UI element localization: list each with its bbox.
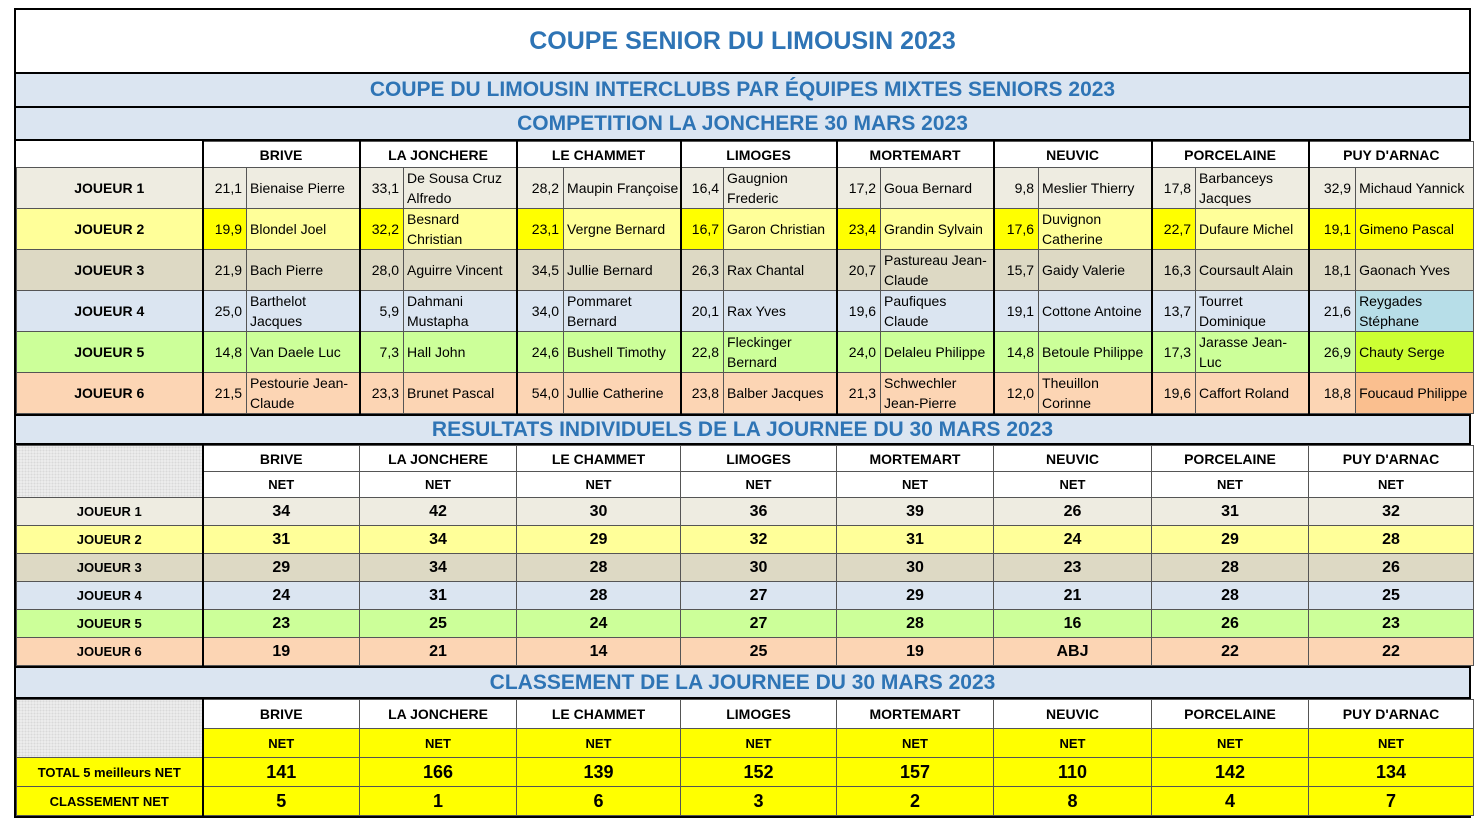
hatch-cell	[17, 446, 203, 498]
team-header-row	[17, 142, 1474, 168]
total-value: 157	[837, 758, 994, 787]
net-score: 26	[1309, 554, 1474, 582]
total-value: 152	[681, 758, 837, 787]
player-name: Grandin Sylvain	[881, 209, 994, 250]
team-header: PORCELAINE	[1152, 142, 1309, 168]
player-name: Gaidy Valerie	[1039, 250, 1152, 291]
total-value: 141	[203, 758, 360, 787]
player-row	[17, 209, 1474, 250]
player-label: JOUEUR 2	[17, 526, 203, 554]
total-value: 110	[994, 758, 1152, 787]
handicap-value: 14,8	[203, 332, 247, 373]
net-score: 27	[681, 610, 837, 638]
net-score: 34	[360, 554, 517, 582]
player-name: Dufaure Michel	[1196, 209, 1309, 250]
handicap-value: 19,9	[203, 209, 247, 250]
player-name: Betoule Philippe	[1039, 332, 1152, 373]
handicap-value: 18,8	[1309, 373, 1356, 414]
results-sheet	[14, 8, 1471, 818]
handicap-value: 23,3	[360, 373, 404, 414]
net-score: 30	[837, 554, 994, 582]
team-header: PUY D'ARNAC	[1309, 142, 1474, 168]
player-label: JOUEUR 2	[17, 209, 203, 250]
player-name: Maupin Françoise	[564, 168, 681, 209]
handicap-value: 18,1	[1309, 250, 1356, 291]
handicap-value: 15,7	[994, 250, 1039, 291]
subtitle: COUPE DU LIMOUSIN INTERCLUBS PAR ÉQUIPES MIXTES SENIORS 2023	[16, 74, 1469, 108]
handicap-value: 28,2	[517, 168, 564, 209]
total-row	[17, 758, 1474, 787]
handicap-value: 23,1	[517, 209, 564, 250]
player-name: Foucaud Philippe	[1356, 373, 1474, 414]
handicap-value: 16,3	[1152, 250, 1196, 291]
net-score: 31	[1152, 498, 1309, 526]
net-score: 26	[994, 498, 1152, 526]
player-name: Besnard Christian	[404, 209, 517, 250]
player-name: Jarasse Jean-Luc	[1196, 332, 1309, 373]
net-label: NET	[994, 472, 1152, 498]
page-title: COUPE SENIOR DU LIMOUSIN 2023	[16, 10, 1469, 74]
player-name: Barbanceys Jacques	[1196, 168, 1309, 209]
handicap-value: 7,3	[360, 332, 404, 373]
result-row	[17, 610, 1474, 638]
player-label: JOUEUR 5	[17, 332, 203, 373]
total-value: 166	[360, 758, 517, 787]
net-label: NET	[517, 472, 681, 498]
player-name: Pestourie Jean-Claude	[247, 373, 360, 414]
handicap-value: 13,7	[1152, 291, 1196, 332]
player-name: Balber Jacques	[724, 373, 837, 414]
player-name: Fleckinger Bernard	[724, 332, 837, 373]
net-score: 23	[203, 610, 360, 638]
net-label: NET	[837, 729, 994, 758]
player-label: JOUEUR 4	[17, 582, 203, 610]
player-label: JOUEUR 6	[17, 638, 203, 666]
handicap-value: 12,0	[994, 373, 1039, 414]
handicap-value: 32,2	[360, 209, 404, 250]
net-score: 16	[994, 610, 1152, 638]
handicap-value: 21,9	[203, 250, 247, 291]
ranking-net-row	[17, 729, 1474, 758]
net-score: 24	[517, 610, 681, 638]
team-header: LA JONCHERE	[360, 142, 517, 168]
result-row	[17, 526, 1474, 554]
handicap-value: 54,0	[517, 373, 564, 414]
net-score: 22	[1309, 638, 1474, 666]
hatch-cell	[17, 700, 203, 758]
player-label: JOUEUR 1	[17, 168, 203, 209]
ranking-title: CLASSEMENT DE LA JOURNEE DU 30 MARS 2023	[16, 666, 1469, 699]
rank-value: 7	[1309, 787, 1474, 816]
handicap-value: 25,0	[203, 291, 247, 332]
team-header: PUY D'ARNAC	[1309, 446, 1474, 472]
net-score: 42	[360, 498, 517, 526]
handicap-value: 17,3	[1152, 332, 1196, 373]
handicap-value: 34,5	[517, 250, 564, 291]
handicap-value: 26,3	[681, 250, 724, 291]
team-header: PUY D'ARNAC	[1309, 700, 1474, 729]
rank-value: 1	[360, 787, 517, 816]
player-row	[17, 250, 1474, 291]
net-score: 30	[681, 554, 837, 582]
player-name: Barthelot Jacques	[247, 291, 360, 332]
player-name: Theuillon Corinne	[1039, 373, 1152, 414]
net-score: 29	[517, 526, 681, 554]
net-score: 31	[203, 526, 360, 554]
net-score: 29	[1152, 526, 1309, 554]
player-label: JOUEUR 3	[17, 554, 203, 582]
player-name: Gimeno Pascal	[1356, 209, 1474, 250]
result-row	[17, 498, 1474, 526]
player-label: JOUEUR 1	[17, 498, 203, 526]
handicap-value: 33,1	[360, 168, 404, 209]
net-score: 23	[1309, 610, 1474, 638]
net-score: 32	[1309, 498, 1474, 526]
player-name: Michaud Yannick	[1356, 168, 1474, 209]
team-header: LIMOGES	[681, 700, 837, 729]
net-label: NET	[1152, 472, 1309, 498]
total-label: TOTAL 5 meilleurs NET	[17, 758, 203, 787]
net-score: 28	[837, 610, 994, 638]
team-header: LE CHAMMET	[517, 700, 681, 729]
net-score: 34	[203, 498, 360, 526]
net-score: 29	[837, 582, 994, 610]
net-score: 28	[1152, 582, 1309, 610]
player-name: Jullie Bernard	[564, 250, 681, 291]
result-row	[17, 554, 1474, 582]
handicap-value: 16,7	[681, 209, 724, 250]
classement-row	[17, 787, 1474, 816]
rank-value: 8	[994, 787, 1152, 816]
handicap-value: 34,0	[517, 291, 564, 332]
player-row	[17, 291, 1474, 332]
net-score: 36	[681, 498, 837, 526]
handicap-value: 21,1	[203, 168, 247, 209]
player-name: Garon Christian	[724, 209, 837, 250]
player-name: Meslier Thierry	[1039, 168, 1152, 209]
player-name: Reygades Stéphane	[1356, 291, 1474, 332]
net-label: NET	[360, 472, 517, 498]
handicap-value: 16,4	[681, 168, 724, 209]
handicap-value: 28,0	[360, 250, 404, 291]
result-row	[17, 582, 1474, 610]
net-label: NET	[360, 729, 517, 758]
player-row	[17, 373, 1474, 414]
handicap-value: 9,8	[994, 168, 1039, 209]
handicap-value: 19,1	[994, 291, 1039, 332]
rank-value: 6	[517, 787, 681, 816]
player-name: Schwechler Jean-Pierre	[881, 373, 994, 414]
rank-value: 4	[1152, 787, 1309, 816]
team-header: BRIVE	[203, 142, 360, 168]
classement-label: CLASSEMENT NET	[17, 787, 203, 816]
rank-value: 5	[203, 787, 360, 816]
team-header: LA JONCHERE	[360, 700, 517, 729]
net-score: 29	[203, 554, 360, 582]
rank-value: 3	[681, 787, 837, 816]
net-score: 28	[1152, 554, 1309, 582]
handicap-value: 19,6	[837, 291, 881, 332]
handicap-value: 26,9	[1309, 332, 1356, 373]
team-header: MORTEMART	[837, 142, 994, 168]
handicap-value: 24,6	[517, 332, 564, 373]
total-value: 142	[1152, 758, 1309, 787]
net-label: NET	[203, 729, 360, 758]
player-name: Goua Bernard	[881, 168, 994, 209]
player-name: Bienaise Pierre	[247, 168, 360, 209]
net-label: NET	[517, 729, 681, 758]
net-score: ABJ	[994, 638, 1152, 666]
player-name: Jullie Catherine	[564, 373, 681, 414]
player-label: JOUEUR 5	[17, 610, 203, 638]
net-label: NET	[681, 729, 837, 758]
net-score: 22	[1152, 638, 1309, 666]
handicap-value: 17,8	[1152, 168, 1196, 209]
player-name: Paufiques Claude	[881, 291, 994, 332]
net-score: 25	[1309, 582, 1474, 610]
net-score: 28	[517, 554, 681, 582]
net-label: NET	[1309, 729, 1474, 758]
results-title: RESULTATS INDIVIDUELS DE LA JOURNEE DU 30 MARS 2023	[16, 414, 1469, 445]
net-score: 21	[360, 638, 517, 666]
handicap-value: 24,0	[837, 332, 881, 373]
player-name: Rax Yves	[724, 291, 837, 332]
net-label: NET	[994, 729, 1152, 758]
team-header: LIMOGES	[681, 446, 837, 472]
handicap-value: 5,9	[360, 291, 404, 332]
player-name: De Sousa Cruz Alfredo	[404, 168, 517, 209]
player-label: JOUEUR 4	[17, 291, 203, 332]
handicap-value: 14,8	[994, 332, 1039, 373]
net-score: 23	[994, 554, 1152, 582]
handicap-value: 21,3	[837, 373, 881, 414]
result-row	[17, 638, 1474, 666]
handicap-value: 17,2	[837, 168, 881, 209]
handicap-value: 21,5	[203, 373, 247, 414]
player-name: Aguirre Vincent	[404, 250, 517, 291]
team-header: LA JONCHERE	[360, 446, 517, 472]
handicap-value: 19,6	[1152, 373, 1196, 414]
handicap-value: 20,7	[837, 250, 881, 291]
net-label: NET	[681, 472, 837, 498]
net-score: 30	[517, 498, 681, 526]
player-name: Caffort Roland	[1196, 373, 1309, 414]
net-label: NET	[837, 472, 994, 498]
player-name: Van Daele Luc	[247, 332, 360, 373]
player-name: Gaugnion Frederic	[724, 168, 837, 209]
net-score: 31	[837, 526, 994, 554]
team-header: PORCELAINE	[1152, 700, 1309, 729]
handicap-value: 23,4	[837, 209, 881, 250]
player-label: JOUEUR 3	[17, 250, 203, 291]
team-header: MORTEMART	[837, 446, 994, 472]
results-team-row	[17, 446, 1474, 472]
players-table	[16, 141, 1474, 414]
net-score: 32	[681, 526, 837, 554]
player-name: Delaleu Philippe	[881, 332, 994, 373]
ranking-team-row	[17, 700, 1474, 729]
handicap-value: 20,1	[681, 291, 724, 332]
results-table	[16, 445, 1474, 666]
team-header: LE CHAMMET	[517, 446, 681, 472]
net-score: 31	[360, 582, 517, 610]
handicap-value: 17,6	[994, 209, 1039, 250]
net-label: NET	[1152, 729, 1309, 758]
net-score: 24	[203, 582, 360, 610]
net-score: 28	[1309, 526, 1474, 554]
player-name: Chauty Serge	[1356, 332, 1474, 373]
net-score: 19	[837, 638, 994, 666]
total-value: 134	[1309, 758, 1474, 787]
team-header: BRIVE	[203, 446, 360, 472]
player-name: Blondel Joel	[247, 209, 360, 250]
player-name: Bushell Timothy	[564, 332, 681, 373]
player-name: Brunet Pascal	[404, 373, 517, 414]
player-name: Coursault Alain	[1196, 250, 1309, 291]
player-name: Gaonach Yves	[1356, 250, 1474, 291]
player-label: JOUEUR 6	[17, 373, 203, 414]
handicap-value: 22,8	[681, 332, 724, 373]
handicap-value: 22,7	[1152, 209, 1196, 250]
net-score: 19	[203, 638, 360, 666]
team-header: NEUVIC	[994, 700, 1152, 729]
net-score: 28	[517, 582, 681, 610]
net-score: 25	[681, 638, 837, 666]
team-header: NEUVIC	[994, 142, 1152, 168]
net-score: 27	[681, 582, 837, 610]
net-score: 14	[517, 638, 681, 666]
net-label: NET	[203, 472, 360, 498]
player-name: Pommaret Bernard	[564, 291, 681, 332]
ranking-table	[16, 699, 1474, 816]
team-header: MORTEMART	[837, 700, 994, 729]
player-name: Hall John	[404, 332, 517, 373]
net-score: 24	[994, 526, 1152, 554]
rank-value: 2	[837, 787, 994, 816]
handicap-value: 19,1	[1309, 209, 1356, 250]
player-name: Rax Chantal	[724, 250, 837, 291]
net-score: 21	[994, 582, 1152, 610]
handicap-value: 32,9	[1309, 168, 1356, 209]
total-value: 139	[517, 758, 681, 787]
player-name: Dahmani Mustapha	[404, 291, 517, 332]
handicap-value: 21,6	[1309, 291, 1356, 332]
player-name: Vergne Bernard	[564, 209, 681, 250]
empty-cell	[17, 142, 203, 168]
player-name: Bach Pierre	[247, 250, 360, 291]
player-name: Cottone Antoine	[1039, 291, 1152, 332]
handicap-value: 23,8	[681, 373, 724, 414]
team-header: NEUVIC	[994, 446, 1152, 472]
team-header: LE CHAMMET	[517, 142, 681, 168]
team-header: PORCELAINE	[1152, 446, 1309, 472]
net-score: 25	[360, 610, 517, 638]
net-score: 26	[1152, 610, 1309, 638]
player-name: Duvignon Catherine	[1039, 209, 1152, 250]
team-header: BRIVE	[203, 700, 360, 729]
player-name: Pastureau Jean-Claude	[881, 250, 994, 291]
net-score: 34	[360, 526, 517, 554]
competition-title: COMPETITION LA JONCHERE 30 MARS 2023	[16, 108, 1469, 141]
player-name: Tourret Dominique	[1196, 291, 1309, 332]
net-label: NET	[1309, 472, 1474, 498]
player-row	[17, 332, 1474, 373]
player-row	[17, 168, 1474, 209]
results-net-row	[17, 472, 1474, 498]
net-score: 39	[837, 498, 994, 526]
team-header: LIMOGES	[681, 142, 837, 168]
